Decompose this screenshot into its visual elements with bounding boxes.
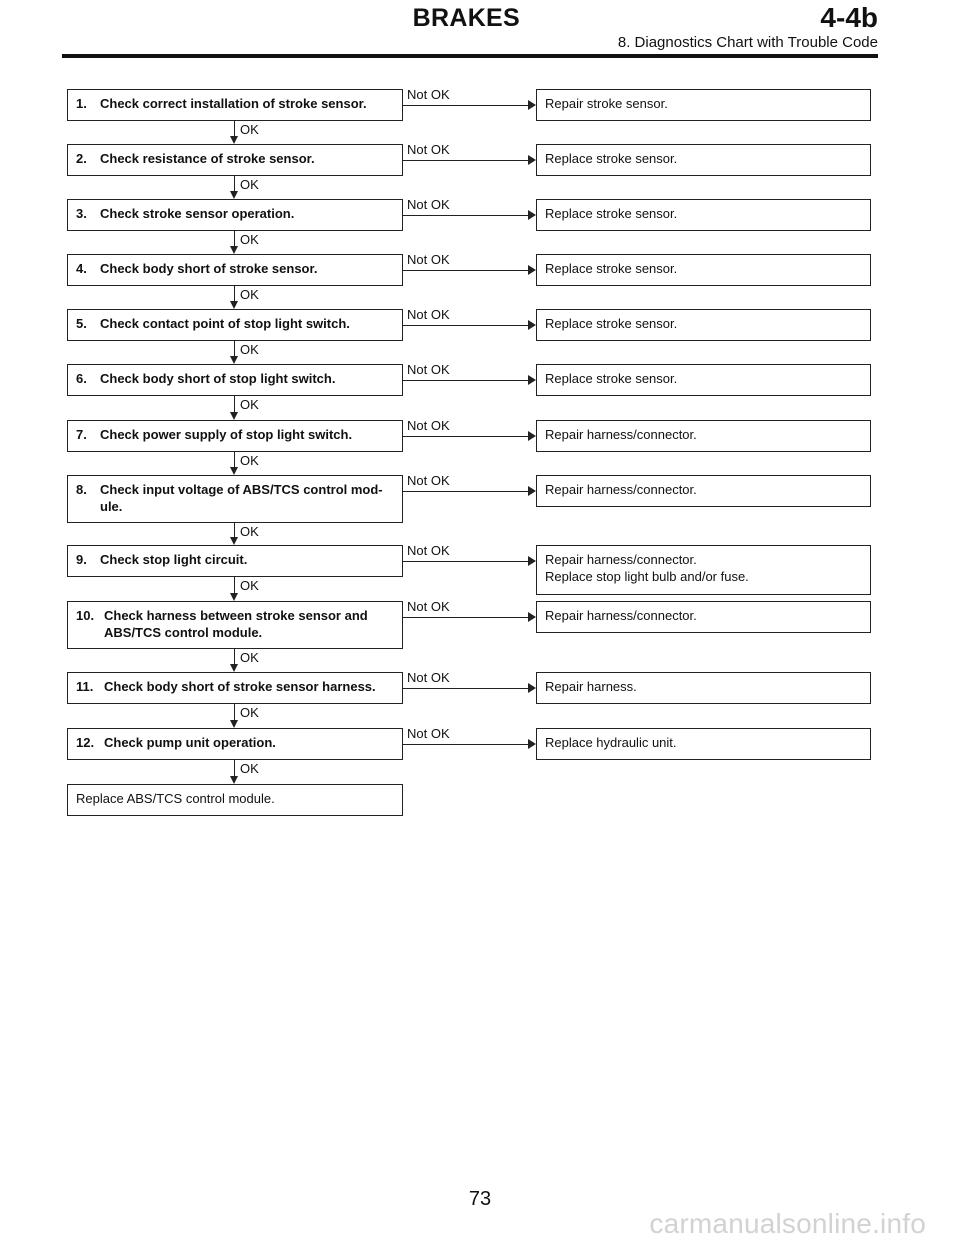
not-ok-label: Not OK [407,197,450,212]
repair-action-text: Replace stroke sensor. [545,316,678,331]
not-ok-label: Not OK [407,418,450,433]
step-number: 7. [76,427,87,442]
ok-arrow-icon [230,136,238,144]
ok-connector [234,452,235,467]
not-ok-arrow-icon [528,320,536,330]
repair-action-box [536,601,871,633]
not-ok-label: Not OK [407,473,450,488]
repair-action-text: Replace hydraulic unit. [545,735,677,750]
ok-connector [234,649,235,664]
ok-label: OK [240,342,259,357]
ok-connector [234,704,235,720]
ok-connector [234,176,235,191]
not-ok-connector [403,561,528,562]
ok-arrow-icon [230,593,238,601]
ok-arrow-icon [230,720,238,728]
ok-connector [234,286,235,301]
repair-action-text: Replace stop light bulb and/or fuse. [545,569,749,584]
ok-connector [234,341,235,356]
check-step-box [67,199,403,231]
not-ok-arrow-icon [528,431,536,441]
step-text: Check body short of stroke sensor. [100,261,318,276]
ok-label: OK [240,122,259,137]
check-step-box [67,144,403,176]
not-ok-connector [403,325,528,326]
ok-connector [234,523,235,537]
step-text: Check body short of stroke sensor harness. [104,679,376,694]
check-step-box [67,728,403,760]
check-step-box [67,364,403,396]
ok-label: OK [240,232,259,247]
step-text: Check resistance of stroke sensor. [100,151,315,166]
not-ok-label: Not OK [407,252,450,267]
not-ok-arrow-icon [528,486,536,496]
not-ok-label: Not OK [407,543,450,558]
not-ok-label: Not OK [407,362,450,377]
not-ok-connector [403,617,528,618]
repair-action-box [536,364,871,396]
step-number: 8. [76,482,87,497]
not-ok-connector [403,380,528,381]
check-step-box [67,545,403,577]
check-step-box [67,89,403,121]
not-ok-label: Not OK [407,599,450,614]
repair-action-box [536,475,871,507]
not-ok-label: Not OK [407,726,450,741]
ok-arrow-icon [230,537,238,545]
ok-connector [234,396,235,412]
ok-label: OK [240,524,259,539]
not-ok-arrow-icon [528,155,536,165]
ok-connector [234,231,235,246]
step-text: Check stroke sensor operation. [100,206,295,221]
not-ok-label: Not OK [407,670,450,685]
repair-action-text: Repair harness/connector. [545,552,697,567]
page-number: 73 [468,1188,492,1210]
not-ok-label: Not OK [407,307,450,322]
ok-arrow-icon [230,467,238,475]
ok-label: OK [240,578,259,593]
section-title: BRAKES [412,4,520,32]
ok-arrow-icon [230,776,238,784]
not-ok-label: Not OK [407,87,450,102]
step-number: 2. [76,151,87,166]
ok-connector [234,121,235,136]
step-text: Check contact point of stop light switch. [100,316,350,331]
step-text: Check correct installation of stroke sensor. [100,96,367,111]
not-ok-connector [403,270,528,271]
not-ok-arrow-icon [528,375,536,385]
ok-arrow-icon [230,412,238,420]
repair-action-box [536,545,871,595]
ok-arrow-icon [230,356,238,364]
repair-action-box [536,309,871,341]
ok-label: OK [240,287,259,302]
section-subtitle: 8. Diagnostics Chart with Trouble Code [617,34,878,51]
check-step-box [67,254,403,286]
repair-action-box [536,199,871,231]
step-number: 6. [76,371,87,386]
not-ok-connector [403,491,528,492]
step-number: 9. [76,552,87,567]
not-ok-arrow-icon [528,612,536,622]
step-number: 1. [76,96,87,111]
step-text: Check body short of stop light switch. [100,371,336,386]
step-text: Check stop light circuit. [100,552,248,567]
ok-label: OK [240,397,259,412]
check-step-box [67,475,403,523]
check-step-box [67,309,403,341]
not-ok-connector [403,105,528,106]
not-ok-arrow-icon [528,210,536,220]
not-ok-arrow-icon [528,556,536,566]
not-ok-arrow-icon [528,100,536,110]
repair-action-box [536,89,871,121]
step-number: 10. [76,608,95,623]
ok-connector [234,577,235,593]
final-action-text: Replace ABS/TCS control module. [76,791,275,806]
not-ok-connector [403,744,528,745]
ok-arrow-icon [230,246,238,254]
repair-action-box [536,254,871,286]
step-number: 5. [76,316,87,331]
check-step-box [67,601,403,649]
not-ok-connector [403,160,528,161]
ok-label: OK [240,177,259,192]
ok-label: OK [240,705,259,720]
repair-action-text: Repair harness/connector. [545,482,697,497]
repair-action-box [536,420,871,452]
repair-action-box [536,672,871,704]
check-step-box [67,420,403,452]
repair-action-text: Repair harness/connector. [545,427,697,442]
not-ok-arrow-icon [528,683,536,693]
ok-connector [234,760,235,776]
repair-action-text: Replace stroke sensor. [545,371,678,386]
repair-action-box [536,728,871,760]
repair-action-text: Repair harness/connector. [545,608,697,623]
repair-action-text: Replace stroke sensor. [545,151,678,166]
step-number: 12. [76,735,95,750]
ok-arrow-icon [230,301,238,309]
section-code: 4-4b [820,2,878,33]
step-number: 3. [76,206,87,221]
repair-action-text: Replace stroke sensor. [545,206,678,221]
check-step-box [67,672,403,704]
step-number: 11. [76,679,94,694]
step-text: Check pump unit operation. [104,735,276,750]
not-ok-arrow-icon [528,265,536,275]
repair-action-text: Replace stroke sensor. [545,261,678,276]
watermark: carmanualsonline.info [649,1208,926,1239]
ok-label: OK [240,650,259,665]
repair-action-text: Repair stroke sensor. [545,96,668,111]
not-ok-label: Not OK [407,142,450,157]
not-ok-connector [403,688,528,689]
step-text: Check power supply of stop light switch. [100,427,353,442]
not-ok-arrow-icon [528,739,536,749]
repair-action-box [536,144,871,176]
step-number: 4. [76,261,87,276]
ok-label: OK [240,761,259,776]
ok-arrow-icon [230,191,238,199]
ok-arrow-icon [230,664,238,672]
not-ok-connector [403,436,528,437]
ok-label: OK [240,453,259,468]
step-text: Check harness between stroke sensor and ABS/TCS control module. [104,608,368,640]
not-ok-connector [403,215,528,216]
step-text: Check input voltage of ABS/TCS control mod- ule. [100,482,383,514]
repair-action-text: Repair harness. [545,679,637,694]
final-action-box [67,784,403,816]
